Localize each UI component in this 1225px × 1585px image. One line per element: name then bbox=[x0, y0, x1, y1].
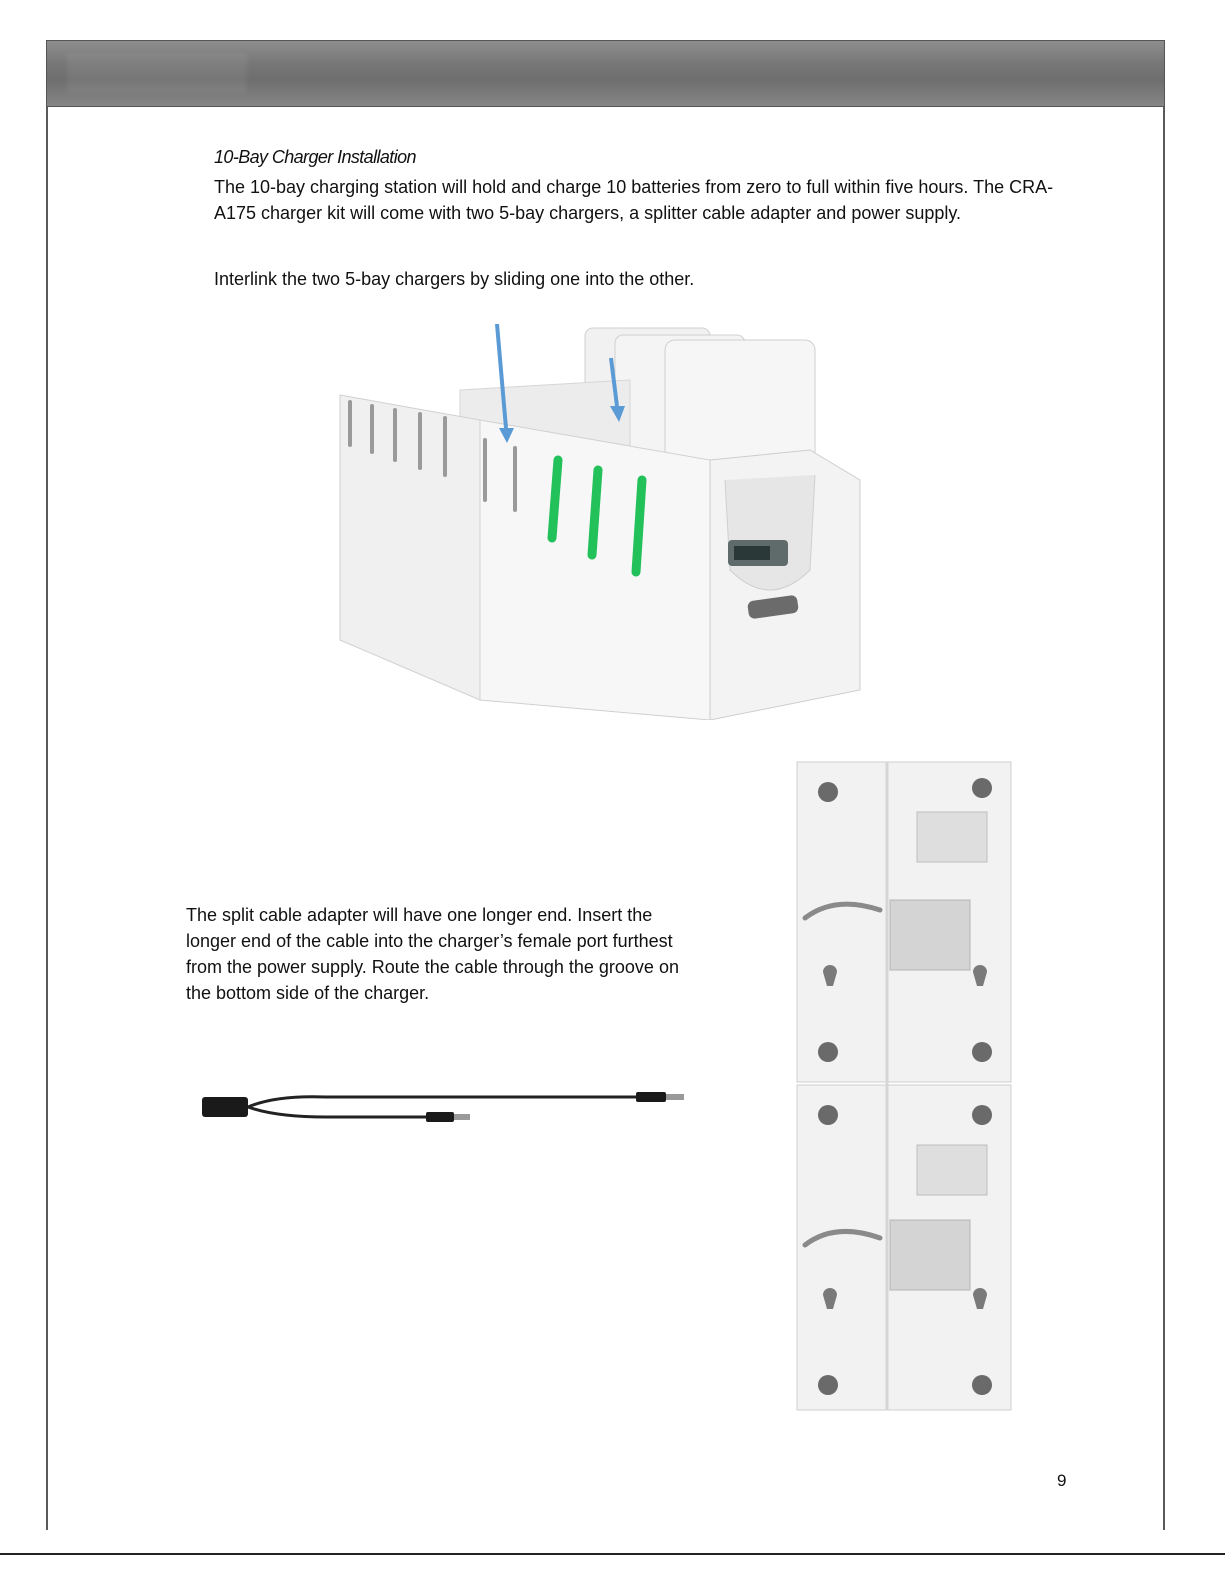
cable-instruction: The split cable adapter will have one longer end. Insert the longer end of the cable into the charger’s female port furthest from the power supply. Route the cable through the groove on the bottom side of the charger. bbox=[186, 905, 679, 1003]
charging-station-photo bbox=[330, 310, 890, 720]
section-heading: 10-Bay Charger Installation bbox=[214, 147, 416, 167]
splitter-cable-photo bbox=[196, 1085, 696, 1135]
page-number: 9 bbox=[1057, 1471, 1067, 1490]
interlink-instruction: Interlink the two 5-bay chargers by sliding one into the other. bbox=[214, 269, 695, 289]
header-band bbox=[46, 40, 1165, 107]
bottom-rule bbox=[0, 1553, 1225, 1555]
intro-paragraph: The 10-bay charging station will hold and charge 10 batteries from zero to full within five hours. The CRA-A175 charger kit will come with two 5-bay chargers, a splitter cable adapter and power supply. bbox=[214, 177, 1054, 223]
charger-bottom-view-photo bbox=[795, 760, 1015, 1415]
